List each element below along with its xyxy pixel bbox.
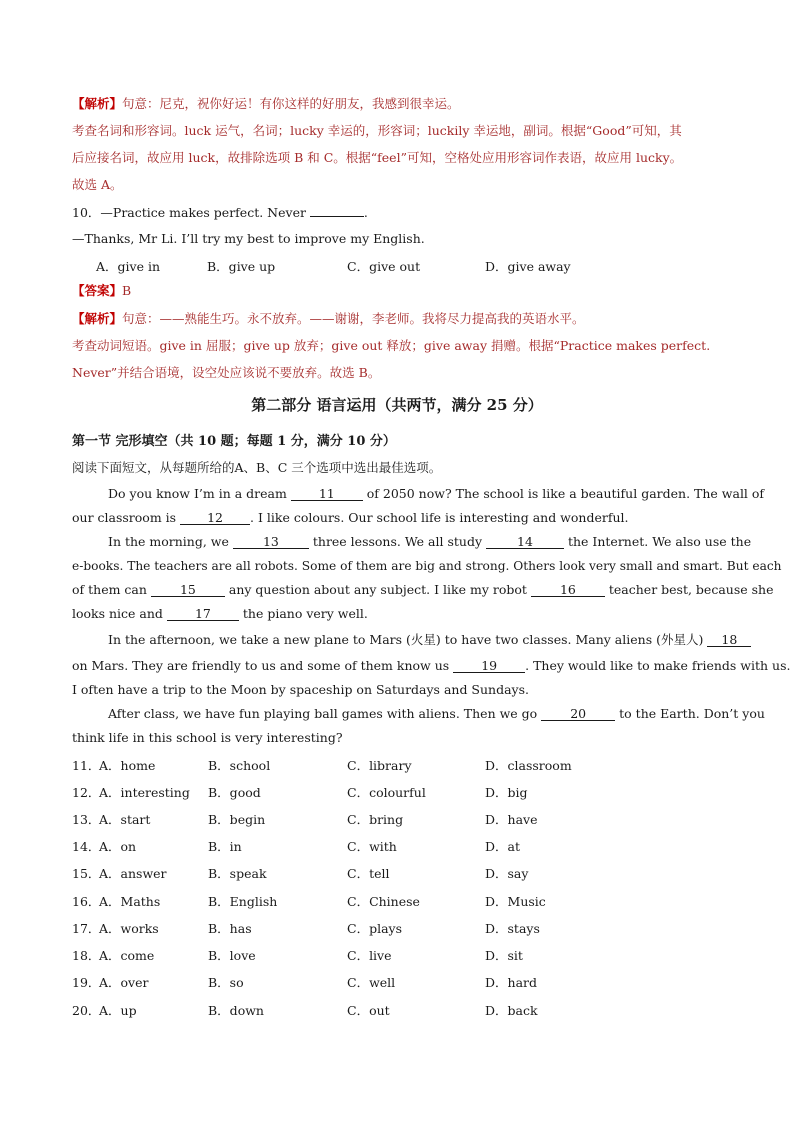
option-row-number: 19．: [72, 975, 101, 990]
passage-p2-line3: of them can 15 any question about any subject. I like my robot 16 teacher best, because she: [72, 582, 774, 597]
option-row-number: 15．: [72, 866, 101, 881]
q10-analysis-line1: 【解析】句意：——熟能生巧。永不放弃。——谢谢，李老师。我将尽力提高我的英语水平。: [72, 311, 585, 326]
q10-option-c: C．give out: [347, 259, 421, 274]
option-c: C．live: [347, 948, 392, 963]
option-b: B．has: [208, 921, 252, 936]
blank-11: 11: [291, 487, 363, 501]
option-c: C．colourful: [347, 785, 426, 800]
option-a: A．start: [99, 812, 151, 827]
section1-title: 第一节 完形填空（共 10 题；每题 1 分，满分 10 分）: [72, 434, 396, 449]
blank-19: 19: [453, 659, 525, 673]
q10-reply: —Thanks, Mr Li. I’ll try my best to improve my English.: [72, 231, 425, 246]
option-row-number: 18．: [72, 948, 101, 963]
q10-blank: [310, 216, 364, 217]
part2-title: 第二部分 语言运用（共两节，满分 25 分）: [251, 396, 543, 414]
option-d: D．sit: [485, 948, 523, 963]
option-a: A．answer: [99, 866, 167, 881]
option-b: B．English: [208, 894, 278, 909]
option-row-number: 13．: [72, 812, 101, 827]
option-b: B．school: [208, 758, 271, 773]
option-c: C．out: [347, 1003, 390, 1018]
option-a: A．up: [99, 1003, 137, 1018]
q10-analysis-line2: 考查动词短语。give in 屈服；give up 放弃；give out 释放；give away 捐赠。根据“Practice makes perfect.: [72, 338, 711, 353]
option-a: A．on: [99, 839, 137, 854]
blank-14: 14: [486, 535, 564, 549]
passage-p2-line2: e-books. The teachers are all robots. Some of them are big and strong. Others look very small and smart. But each: [72, 559, 782, 573]
blank-12: 12: [180, 511, 250, 525]
passage-p3-line1: In the afternoon, we take a new plane to Mars (火星) to have two classes. Many aliens (外星人) 18: [108, 632, 751, 648]
option-d: D．back: [485, 1003, 538, 1018]
option-a: A．come: [99, 948, 155, 963]
option-d: D．classroom: [485, 758, 572, 773]
q9-analysis-line1: 【解析】句意：尼克，祝你好运！有你这样的好朋友，我感到很幸运。: [72, 96, 460, 111]
q9-analysis-line3: 后应接名词，故应用 luck，故排除选项 B 和 C。根据“feel”可知，空格处应用形容词作表语，故应用 lucky。: [72, 150, 683, 165]
analysis-tag: 【解析】: [72, 96, 123, 111]
option-b: B．good: [208, 785, 261, 800]
q10-answer: 【答案】B: [72, 283, 132, 298]
passage-p1-line2: our classroom is 12 . I like colours. Our school life is interesting and wonderful.: [72, 510, 629, 525]
option-c: C．with: [347, 839, 397, 854]
option-a: A．interesting: [99, 785, 190, 800]
option-b: B．in: [208, 839, 242, 854]
option-d: D．Music: [485, 894, 546, 909]
instruction: 阅读下面短文，从每题所给的A、B、C 三个选项中选出最佳选项。: [72, 460, 442, 475]
blank-15: 15: [151, 583, 225, 597]
option-a: A．over: [99, 975, 149, 990]
q9-analysis-line4: 故选 A。: [72, 177, 123, 192]
passage-p2-line4: looks nice and 17 the piano very well.: [72, 606, 368, 621]
blank-13: 13: [233, 535, 309, 549]
q10-option-b: B．give up: [207, 259, 276, 274]
q10-option-d: D．give away: [485, 259, 571, 274]
option-d: D．stays: [485, 921, 540, 936]
q10-option-a: A．give in: [96, 259, 161, 274]
passage-p4-line2: think life in this school is very interesting?: [72, 730, 343, 745]
option-d: D．at: [485, 839, 520, 854]
option-b: B．so: [208, 975, 244, 990]
option-a: A．Maths: [99, 894, 161, 909]
q10-stem: 10．—Practice makes perfect. Never .: [72, 205, 368, 220]
q9-analysis-line2: 考查名词和形容词。luck 运气，名词；lucky 幸运的，形容词；luckily 幸运地，副词。根据“Good”可知，其: [72, 123, 682, 138]
option-d: D．hard: [485, 975, 538, 990]
option-d: D．say: [485, 866, 529, 881]
passage-p3-line2: on Mars. They are friendly to us and some of them know us 19 . They would like to make friends with us.: [72, 658, 791, 673]
option-c: C．library: [347, 758, 412, 773]
option-row-number: 16．: [72, 894, 101, 909]
option-b: B．speak: [208, 866, 267, 881]
option-row-number: 11．: [72, 758, 101, 773]
option-a: A．works: [99, 921, 159, 936]
option-a: A．home: [99, 758, 156, 773]
option-c: C．Chinese: [347, 894, 420, 909]
passage-p1-line1: Do you know I’m in a dream 11 of 2050 now? The school is like a beautiful garden. The wall of: [108, 486, 765, 501]
option-b: B．begin: [208, 812, 266, 827]
passage-p3-line3: I often have a trip to the Moon by spaceship on Saturdays and Sundays.: [72, 682, 529, 697]
passage-p4-line1: After class, we have fun playing ball games with aliens. Then we go 20 to the Earth. Don’t you: [108, 706, 765, 721]
option-row-number: 12．: [72, 785, 101, 800]
option-c: C．well: [347, 975, 396, 990]
option-d: D．big: [485, 785, 528, 800]
blank-20: 20: [541, 707, 615, 721]
option-c: C．plays: [347, 921, 402, 936]
blank-18: 18: [707, 633, 751, 647]
option-d: D．have: [485, 812, 538, 827]
passage-p2-line1: In the morning, we 13 three lessons. We all study 14 the Internet. We also use the: [108, 534, 752, 549]
option-row-number: 14．: [72, 839, 101, 854]
option-c: C．tell: [347, 866, 390, 881]
blank-16: 16: [531, 583, 605, 597]
blank-17: 17: [167, 607, 239, 621]
option-row-number: 17．: [72, 921, 101, 936]
q10-analysis-line3: Never”并结合语境，设空处应该说不要放弃。故选 B。: [72, 365, 381, 380]
option-b: B．love: [208, 948, 256, 963]
option-row-number: 20．: [72, 1003, 101, 1018]
option-b: B．down: [208, 1003, 264, 1018]
option-c: C．bring: [347, 812, 404, 827]
